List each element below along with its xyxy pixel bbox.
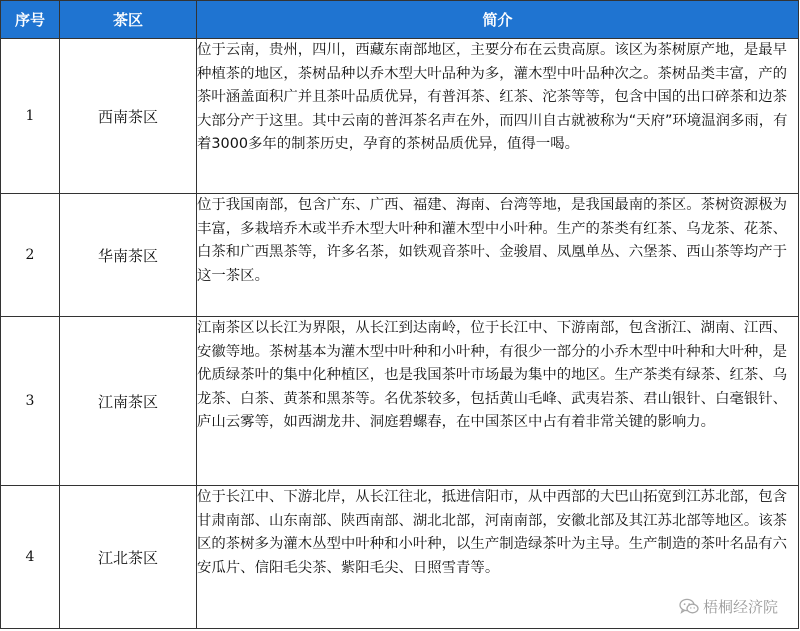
row-number: 1 [1, 39, 60, 194]
table-row [1, 317, 799, 486]
row-description: 位于长江中、下游北岸，从长江往北，抵进信阳市，从中西部的大巴山拓宽到江苏北部，包含甘肃南部、山东南部、陕西南部、湖北北部，河南南部，安徽北部及其江苏北部等地区。该茶区的茶树多为灌木丛型中叶种和小叶种，以生产制造绿茶叶为主导。生产制造的茶叶名品有六安瓜片、信阳毛尖茶、紫阳毛尖、日照雪青等。 [197, 486, 799, 629]
header-region: 茶区 [60, 1, 197, 39]
row-description: 位于云南，贵州，四川，西藏东南部地区，主要分布在云贵高原。该区为茶树原产地，是最早种植茶的地区，茶树品种以乔木型大叶品种为多，灌木型中叶品种次之。茶树品类丰富，产的茶叶涵盖面积广并且茶叶品质优异，有普洱茶、红茶、沱茶等等，包含中国的出口碎茶和边茶大部分产于这里。其中云南的普洱茶名声在外，而四川自古就被称为“天府”环境温润多雨，有着3000多年的制茶历史，孕育的茶树品质优异，值得一喝。 [197, 39, 799, 194]
header-description: 简介 [197, 1, 799, 39]
row-region: 江北茶区 [60, 486, 197, 629]
row-region: 江南茶区 [60, 317, 197, 486]
table-row [1, 194, 799, 317]
row-number: 2 [1, 194, 60, 317]
header-row [1, 1, 799, 39]
table-row [1, 39, 799, 194]
watermark [679, 596, 778, 617]
row-number: 3 [1, 317, 60, 486]
header-number: 序号 [1, 1, 60, 39]
row-region: 华南茶区 [60, 194, 197, 317]
wechat-icon [679, 598, 699, 615]
table-body [1, 39, 799, 629]
table-header [1, 1, 799, 39]
watermark-text: 梧桐经济院 [702, 598, 778, 616]
row-number: 4 [1, 486, 60, 629]
row-description: 位于我国南部，包含广东、广西、福建、海南、台湾等地，是我国最南的茶区。茶树资源极为丰富，多栽培乔木或半乔木型大叶种和灌木型中小叶种。生产的茶类有红茶、乌龙茶、花茶、白茶和广西黑茶等，许多名茶，如铁观音茶叶、金骏眉、凤凰单丛、六堡茶、西山茶等均产于这一茶区。 [197, 194, 799, 317]
row-region: 西南茶区 [60, 39, 197, 194]
row-description: 江南茶区以长江为界限，从长江到达南岭，位于长江中、下游南部，包含浙江、湖南、江西、安徽等地。茶树基本为灌木型中叶种和小叶种，有很少一部分的小乔木型中叶种和大叶种，是优质绿茶叶的集中化种植区，也是我国茶叶市场最为集中的地区。生产茶类有绿茶、红茶、乌龙茶、白茶、黄茶和黑茶等。名优茶较多，包括黄山毛峰、武夷岩茶、君山银针、白毫银针、庐山云雾等，如西湖龙井、洞庭碧螺春，在中国茶区中占有着非常关键的影响力。 [197, 317, 799, 486]
